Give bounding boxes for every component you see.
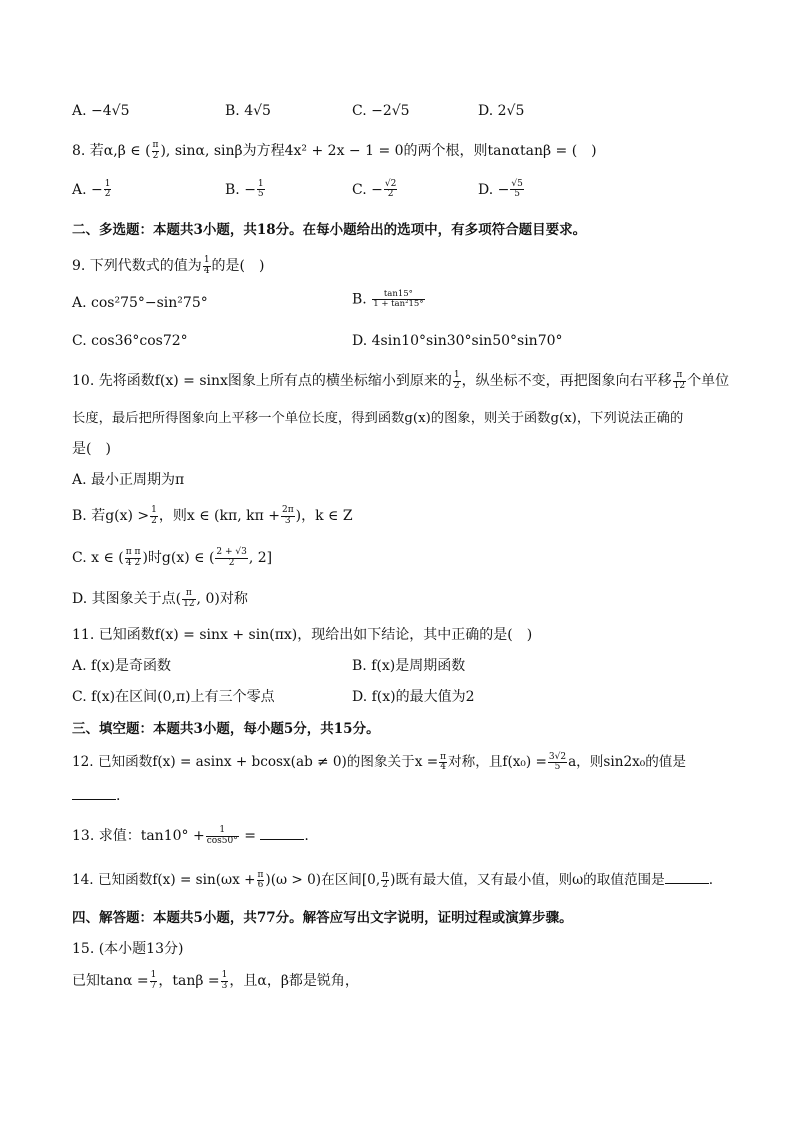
q15-heading: 15. (本小题13分) xyxy=(72,941,184,957)
q10-option-b[interactable]: B. 若g(x) > $\frac{1}{2}$ ，则x ∈ (kπ, kπ + $\frac{2\pi}{3}$ )，k ∈ Z xyxy=(72,505,353,526)
q15-stem: 已知tanα = $\frac{1}{7}$ ，tanβ = $\frac{1}{3}$ ，且α，β都是锐角， xyxy=(72,970,359,991)
q7-option-b[interactable]: B. 4√5 xyxy=(225,103,271,119)
q9-option-d[interactable]: D. 4sin10°sin30°sin50°sin70° xyxy=(352,333,563,349)
q10-stem-line-1: 10. 先将函数f(x) = sinx图象上所有点的横坐标缩小到原来的 $\frac{1}{2}$ ，纵坐标不变，再把图象向右平移 $\frac{\pi}{12}$ 个单位 xyxy=(72,370,730,391)
q10-option-c[interactable]: C. x ∈ ( $\frac{\text{π π}}{4 2}$ )时g(x) ∈ ( $\frac{2 + √3}{2}$ , 2] xyxy=(72,547,273,568)
q10-option-a[interactable]: A. 最小正周期为π xyxy=(72,472,185,488)
q8-frac: $\frac{\pi}{2}$ xyxy=(152,140,159,161)
q8-option-b[interactable]: B. − $\frac{1}{5}$ xyxy=(225,179,264,200)
q7-option-a[interactable]: A. −4√5 xyxy=(72,103,130,119)
q9-option-b[interactable]: B. $\frac{\tan 15^\circ}{\text{1 + tan²15°}}$ xyxy=(352,289,424,309)
section-3-heading: 三、填空题：本题共3小题，每小题5分，共15分。 xyxy=(72,721,380,737)
section-2-heading: 二、多选题：本题共3小题，共18分。在每小题给出的选项中，有多项符合题目要求。 xyxy=(72,222,587,238)
q11-option-d[interactable]: D. f(x)的最大值为2 xyxy=(352,689,475,705)
section-4-heading: 四、解答题：本题共5小题，共77分。解答应写出文字说明，证明过程或演算步骤。 xyxy=(72,910,573,926)
q14-stem: 14. 已知函数f(x) = sin(ωx + $\frac{\pi}{6}$ )(ω > 0)在区间[0, $\frac{\pi}{2}$ )既有最大值，又有最小值，则ω的取值范围是 . xyxy=(72,869,714,890)
q11-option-a[interactable]: A. f(x)是奇函数 xyxy=(72,658,172,674)
q13-stem: 13. 求值：tan10° + $\frac{1}{\cos 50^\circ}$ = . xyxy=(72,825,309,846)
q9-option-a[interactable]: A. cos²75°−sin²75° xyxy=(72,295,208,311)
q10-stem-line-2: 长度，最后把所得图象向上平移一个单位长度，得到函数g(x)的图象，则关于函数g(x)，下列说法正确的 xyxy=(72,411,684,426)
q10-stem-line-3: 是( ) xyxy=(72,441,111,457)
q11-option-b[interactable]: B. f(x)是周期函数 xyxy=(352,658,466,674)
q10-option-d[interactable]: D. 其图象关于点( $\frac{\pi}{12}$ , 0)对称 xyxy=(72,588,248,609)
q11-stem: 11. 已知函数f(x) = sinx + sin(πx)，现给出如下结论，其中正确的是( ) xyxy=(72,627,533,643)
q14-answer-blank[interactable] xyxy=(665,873,709,884)
q8-option-d[interactable]: D. − $\frac{√5}{5}$ xyxy=(478,179,523,200)
q12-stem: 12. 已知函数f(x) = asinx + bcosx(ab ≠ 0)的图象关于x = $\frac{\pi}{4}$ 对称，且f(x₀) = $\frac{3√2}{5}$ a，则sin2x₀的值是 xyxy=(72,751,686,772)
q9-option-c[interactable]: C. cos36°cos72° xyxy=(72,333,188,349)
q8-option-c[interactable]: C. − $\frac{√2}{2}$ xyxy=(352,179,397,200)
q7-option-c[interactable]: C. −2√5 xyxy=(352,103,410,119)
q7-option-d[interactable]: D. 2√5 xyxy=(478,103,525,119)
q9-stem: 9. 下列代数式的值为 $\frac{1}{4}$ 的是( ) xyxy=(72,255,265,276)
q13-answer-blank[interactable] xyxy=(260,829,304,840)
q8-option-a[interactable]: A. − $\frac{1}{2}$ xyxy=(72,179,111,200)
q12-answer-blank[interactable]: . xyxy=(72,788,120,804)
q8-stem: 8. 若α,β ∈ ( $\frac{\pi}{2}$ ), sinα, sinβ为方程4x² + 2x − 1 = 0的两个根，则tanαtanβ = ( ) xyxy=(72,140,597,161)
q11-option-c[interactable]: C. f(x)在区间(0,π)上有三个零点 xyxy=(72,689,275,705)
